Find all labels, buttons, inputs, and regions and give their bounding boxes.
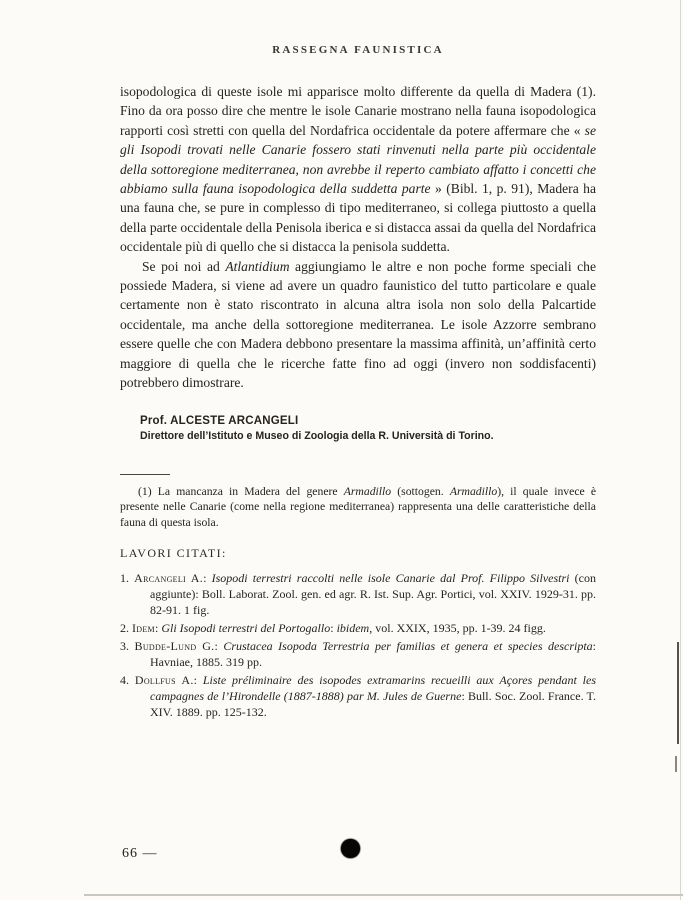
reference-item: 1. Arcangeli A.: Isopodi terrestri raccolti nelle isole Canarie dal Prof. Filippo Silvestri (con aggiunte): Boll. Laborat. Zool. gen. ed agr. R. Ist. Sup. Agr. Portici, vol. XXIV. 1929-31. pp. 82-91. 1 fig. (120, 570, 597, 617)
footnote-rule (120, 474, 170, 475)
article-body (120, 82, 596, 393)
scan-edge-artifact (677, 642, 679, 744)
signature-block (140, 415, 596, 442)
author-name: Prof. ALCESTE ARCANGELI (140, 414, 299, 427)
ink-blot-artifact (341, 839, 360, 858)
author-affiliation: Direttore dell’Istituto e Museo di Zoologia della R. Università di Torino. (140, 429, 494, 442)
paragraph-1: isopodologica di queste isole mi apparisce molto differente da quella di Madera (1). Fino da ora posso dire che mentre le isole Canarie mostrano nella fauna isopodologica rapporti così stretti con quella del Nordafrica occidentale da potere affermare che « se gli Isopodi trovati nelle Canarie fossero stati rinvenuti nella parte più occidentale della sottoregione mediterranea, non avrebbe il reperto cambiato affatto i concetti che abbiamo sulla fauna isopodologica della suddetta parte » (Bibl. 1, p. 91), Madera ha una fauna che, se pure in complesso di tipo mediterraneo, si collega piuttosto a quella della parte occidentale della Penisola iberica e si distacca assai da quella del Nordafrica occidentale più di quello che si distacca la penisola suddetta. (120, 84, 596, 255)
page-bottom-edge (84, 894, 683, 896)
reference-item: 3. Budde-Lund G.: Crustacea Isopoda Terrestria per familias et genera et species descripta: Havniae, 1885. 319 pp. (120, 638, 596, 669)
page-right-edge (680, 0, 681, 900)
reference-item: 4. Dollfus A.: Liste préliminaire des isopodes extramarins recueilli aux Açores pendant les campagnes de l’Hirondelle (1887-1888) par M. Jules de Guerne: Bull. Soc. Zool. France. T. XIV. 1889. pp. 125-132. (120, 672, 596, 719)
references-heading: LAVORI CITATI: (120, 545, 227, 560)
text-column (120, 44, 596, 722)
running-head: RASSEGNA FAUNISTICA (272, 44, 444, 56)
footnote: (1) La mancanza in Madera del genere Armadillo (sottogen. Armadillo), il quale invece è presente nelle Canarie (come nella regione mediterranea) rappresenta una delle caratteristiche della fauna di questa isola. (120, 484, 597, 530)
paragraph-2: Se poi noi ad Atlantidium aggiungiamo le altre e non poche forme speciali che possiede Madera, si viene ad avere un quadro faunistico del tutto particolare e quale certamente non è stato riscontrato in alcuna altra isola non solo della Palcartide occidentale, ma anche della sottoregione mediterranea. Le isole Azzorre sembrano essere quelle che con Madera debbono presentare la massima affinità, un’affinità certo maggiore di quella che le ricerche fatte fino ad oggi (invero non soddisfacenti) potrebbero dimostrare. (120, 258, 596, 391)
references-list (120, 570, 596, 720)
page-number: 66 — (122, 846, 158, 861)
reference-item: 2. Idem: Gli Isopodi terrestri del Portogallo: ibidem, vol. XXIX, 1935, pp. 1-39. 24 figg. (120, 620, 546, 635)
scan-edge-artifact (675, 756, 677, 772)
